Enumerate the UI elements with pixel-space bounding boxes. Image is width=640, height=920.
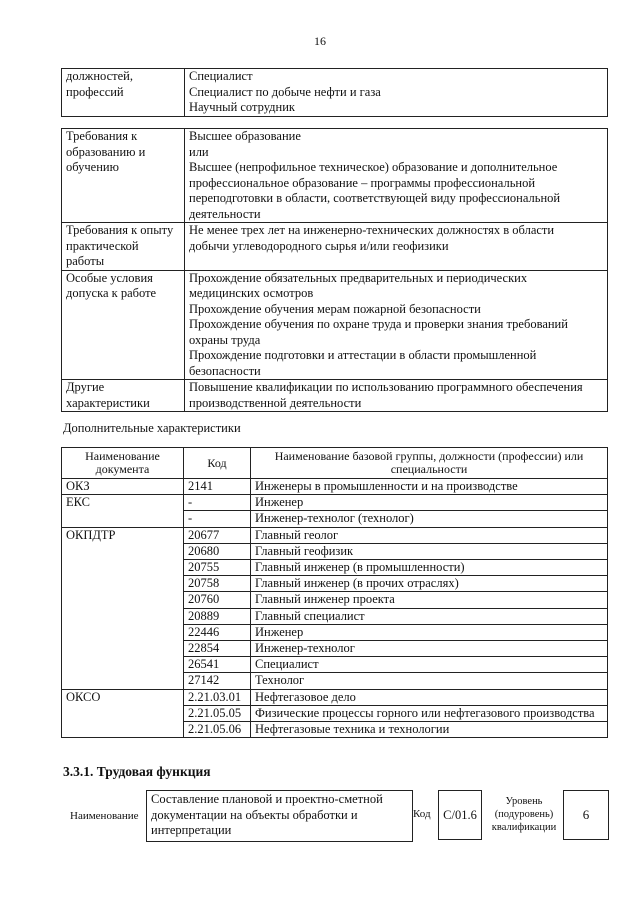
code-cell: 20760: [184, 592, 251, 608]
requirement-label: Требования к опыту практической работы: [62, 223, 185, 271]
code-cell: 20755: [184, 560, 251, 576]
name-cell: Инженер: [251, 495, 608, 511]
code-cell: 20680: [184, 543, 251, 559]
code-cell: 20677: [184, 527, 251, 543]
code-cell: 22854: [184, 641, 251, 657]
col-header-document: Наименование документа: [62, 448, 184, 479]
document-cell: ОКЗ: [62, 479, 184, 495]
code-cell: 20758: [184, 576, 251, 592]
name-cell: Специалист: [251, 657, 608, 673]
code-cell: 20889: [184, 608, 251, 624]
name-cell: Инженер-технолог (технолог): [251, 511, 608, 527]
name-cell: Главный геофизик: [251, 543, 608, 559]
name-cell: Физические процессы горного или нефтегазового производства: [251, 705, 608, 721]
name-cell: Главный специалист: [251, 608, 608, 624]
name-cell: Инженер-технолог: [251, 641, 608, 657]
section-title: 3.3.1. Трудовая функция: [63, 764, 211, 779]
requirement-text: Не менее трех лет на инженерно-технических должностях в области добычи углеводородного сырья и/или геофизики: [185, 223, 608, 271]
table-row: [62, 479, 608, 495]
name-cell: Главный инженер проекта: [251, 592, 608, 608]
page-number: 16: [314, 34, 326, 48]
positions-values: Специалист Специалист по добыче нефти и газа Научный сотрудник: [185, 69, 608, 117]
name-cell: Инженер: [251, 624, 608, 640]
requirement-experience: [62, 223, 608, 271]
code-cell: 26541: [184, 657, 251, 673]
name-cell: Главный инженер (в промышленности): [251, 560, 608, 576]
requirements-table: [61, 128, 608, 412]
document-cell: ОКСО: [62, 689, 184, 738]
code-cell: 2.21.03.01: [184, 689, 251, 705]
positions-table: [61, 68, 608, 117]
code-cell: 27142: [184, 673, 251, 689]
table-row: [62, 495, 608, 511]
requirement-text: Прохождение обязательных предварительных и периодических медицинских осмотров Прохождение обучения мерам пожарной безопасности Прохождение обучения по охране труда и проверки знания требований охраны труда Прохождение подготовки и аттестации в области промышленной безопасности: [185, 270, 608, 380]
code-cell: 22446: [184, 624, 251, 640]
additional-caption: Дополнительные характеристики: [63, 421, 241, 435]
requirement-education: [62, 129, 608, 223]
code-cell: 2.21.05.06: [184, 722, 251, 738]
col-header-name: Наименование базовой группы, должности (профессии) или специальности: [251, 448, 608, 479]
requirement-label: Другие характеристики: [62, 380, 185, 412]
labor-code-box: С/01.6: [438, 790, 482, 840]
name-cell: Нефтегазовые техника и технологии: [251, 722, 608, 738]
requirement-label: Требования к образованию и обучению: [62, 129, 185, 223]
labor-code-label: Код: [413, 808, 431, 820]
labor-level-box: 6: [563, 790, 609, 840]
name-cell: Технолог: [251, 673, 608, 689]
positions-label: должностей, профессий: [62, 69, 185, 117]
labor-name-box: Составление плановой и проектно-сметной документации на объекты обработки и интерпретации: [146, 790, 413, 842]
labor-name-label: Наименование: [70, 810, 139, 822]
requirement-label: Особые условия допуска к работе: [62, 270, 185, 380]
document-cell: ОКПДТР: [62, 527, 184, 689]
table-row: [62, 527, 608, 543]
code-cell: 2141: [184, 479, 251, 495]
requirement-text: Высшее образование или Высшее (непрофильное техническое) образование и дополнительное профессиональное образование – программы профессиональной переподготовки в области, соответствующей виду профессиональной деятельности: [185, 129, 608, 223]
labor-level-label: Уровень (подуровень) квалификации: [491, 796, 557, 833]
table-row: [62, 689, 608, 705]
name-cell: Нефтегазовое дело: [251, 689, 608, 705]
name-cell: Главный геолог: [251, 527, 608, 543]
name-cell: Инженеры в промышленности и на производстве: [251, 479, 608, 495]
code-cell: -: [184, 511, 251, 527]
col-header-code: Код: [184, 448, 251, 479]
document-cell: ЕКС: [62, 495, 184, 527]
name-cell: Главный инженер (в прочих отраслях): [251, 576, 608, 592]
requirement-text: Повышение квалификации по использованию программного обеспечения производственной деятельности: [185, 380, 608, 412]
additional-characteristics-table: [61, 447, 608, 738]
requirement-other: [62, 380, 608, 412]
code-cell: 2.21.05.05: [184, 705, 251, 721]
requirement-admission: [62, 270, 608, 380]
code-cell: -: [184, 495, 251, 511]
